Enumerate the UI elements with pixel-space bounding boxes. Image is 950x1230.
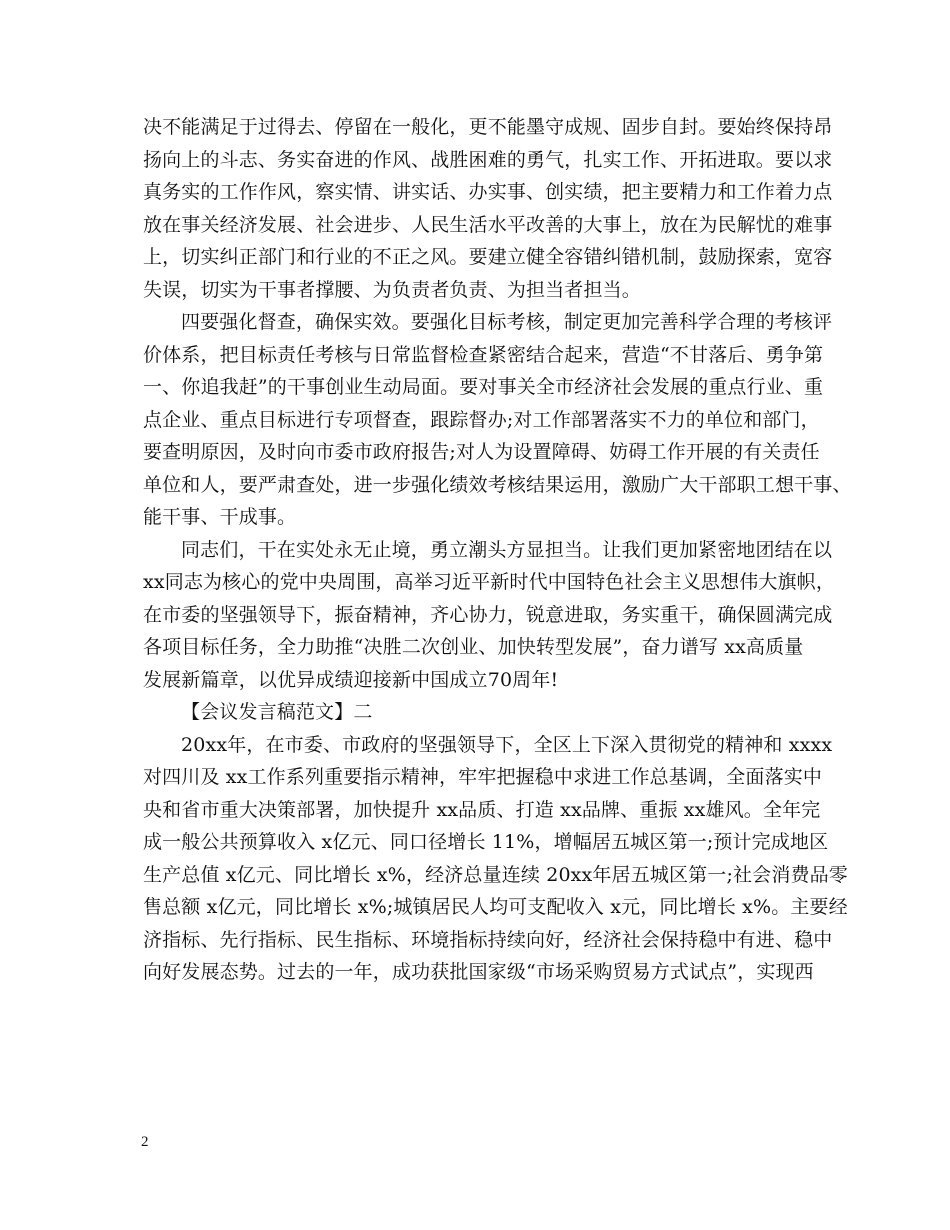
text-line: 放在事关经济发展、社会进步、人民生活水平改善的大事上，放在为民解忧的难事 — [143, 213, 833, 236]
document-body — [143, 111, 852, 989]
text-line: 济指标、先行指标、民生指标、环境指标持续向好，经济社会保持稳中有进、稳中 — [143, 928, 833, 951]
paragraph-start-line: 同志们，干在实处永无止境，勇立潮头方显担当。让我们更加紧密地团结在以 — [181, 538, 833, 561]
text-line: 在市委的坚强领导下，振奋精神，齐心协力，锐意进取，务实重干，确保圆满完成 — [143, 603, 833, 626]
text-line: 能干事、干成事。 — [143, 506, 297, 528]
text-line: 要查明原因，及时向市委市政府报告;对人为设置障碍、妨碍工作开展的有关责任 — [143, 441, 820, 463]
text-line: 生产总值 x亿元、同比增长 x%，经济总量连续 20xx年居五城区第一;社会消费品零 — [143, 863, 848, 886]
paragraph-start-line: 四要强化督查，确保实效。要强化目标考核，制定更加完善科学合理的考核评 — [181, 311, 833, 333]
text-line: 价体系，把目标责任考核与日常监督检查紧密结合起来，营造“不甘落后、勇争第 — [143, 343, 824, 366]
text-line: 对四川及 xx工作系列重要指示精神，牢牢把握稳中求进工作总基调，全面落实中 — [143, 766, 823, 788]
page-number: 2 — [141, 1134, 149, 1150]
paragraph-start-line: 20xx年，在市委、市政府的坚强领导下，全区上下深入贯彻党的精神和 xxxx — [181, 733, 833, 756]
text-line: 向好发展态势。过去的一年，成功获批国家级“市场采购贸易方式试点”，实现西 — [143, 961, 814, 983]
text-line: 决不能满足于过得去、停留在一般化，更不能墨守成规、固步自封。要始终保持昂 — [143, 116, 833, 138]
text-line: 发展新篇章，以优异成绩迎接新中国成立70周年! — [143, 668, 559, 691]
text-line: xx同志为核心的党中央周围，高举习近平新时代中国特色社会主义思想伟大旗帜， — [143, 571, 835, 593]
text-line: 售总额 x亿元，同比增长 x%;城镇居民人均可支配收入 x元，同比增长 x%。主要经 — [143, 896, 848, 918]
section-heading: 【会议发言稿范文】二 — [181, 701, 373, 723]
text-line: 失误，切实为干事者撑腰、为负责者负责、为担当者担当。 — [143, 278, 641, 301]
text-line: 成一般公共预算收入 x亿元、同口径增长 11%，增幅居五城区第一;预计完成地区 — [143, 831, 829, 853]
text-line: 上，切实纠正部门和行业的不正之风。要建立健全容错纠错机制，鼓励探索，宽容 — [143, 246, 833, 268]
text-line: 真务实的工作作风，察实情、讲实话、办实事、创实绩，把主要精力和工作着力点 — [143, 181, 833, 203]
text-line: 央和省市重大决策部署，加快提升 xx品质、打造 xx品牌、重振 xx雄风。全年完 — [143, 798, 821, 821]
text-line: 一、你追我赶”的干事创业生动局面。要对事关全市经济社会发展的重点行业、重 — [143, 376, 824, 398]
text-line: 各项目标任务，全力助推“决胜二次创业、加快转型发展”，奋力谱写 xx高质量 — [143, 636, 804, 658]
text-line: 扬向上的斗志、务实奋进的作风、战胜困难的勇气，扎实工作、开拓进取。要以求 — [143, 148, 833, 171]
text-line: 点企业、重点目标进行专项督查，跟踪督办;对工作部署落实不力的单位和部门， — [143, 408, 820, 431]
text-line: 单位和人，要严肃查处，进一步强化绩效考核结果运用，激励广大干部职工想干事、 — [143, 473, 852, 496]
